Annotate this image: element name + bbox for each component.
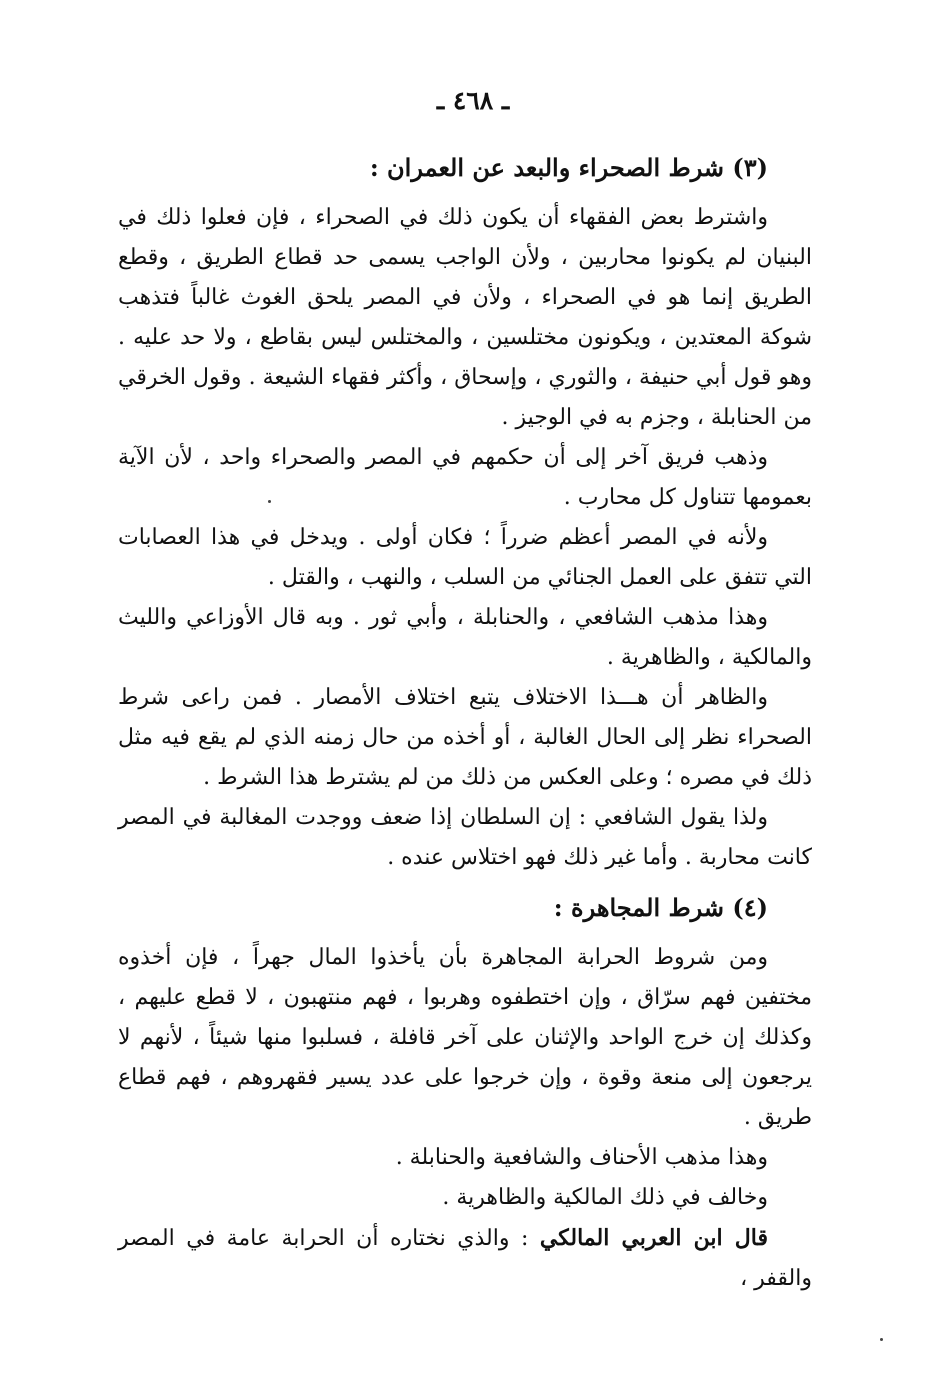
section-4-heading: (٤) شرط المجاهرة :	[553, 893, 768, 922]
section-3-paragraph-5: والظاهر أن هـــذا الاختلاف يتبع اختلاف الأمصار . فمن راعى شرط الصحراء نظر إلى الحال الغالبة ، أو أخذه من حال زمنه الذي لم يقع فيه مثل ذلك في مصره ؛ وعلى العكس من ذلك من لم يشترط هذا الشرط .	[118, 685, 812, 790]
section-4-paragraph-3: وخالف في ذلك المالكية والظاهرية .	[442, 1185, 768, 1210]
section-3-paragraph-3: ولأنه في المصر أعظم ضرراً ؛ فكان أولى . ويدخل في هذا العصابات التي تتفق على العمل الجنائي من السلب ، والنهب ، والقتل .	[118, 525, 812, 590]
page-body	[118, 146, 812, 1299]
quote-attribution: قال ابن العربي المالكي	[539, 1225, 768, 1251]
section-3-paragraph-2: وذهب فريق آخر إلى أن حكمهم في المصر والصحراء واحد ، لأن الآية بعمومها تتناول كل محارب .	[118, 445, 812, 510]
section-3-paragraph-4: وهذا مذهب الشافعي ، والحنابلة ، وأبي ثور . وبه قال الأوزاعي والليث والمالكية ، والظاهرية .	[118, 605, 812, 670]
section-3-paragraph-1: واشترط بعض الفقهاء أن يكون ذلك في الصحراء ، فإن فعلوا ذلك في البنيان لم يكونوا محاربين ، ولأن الواجب يسمى حد قطاع الطريق ، وقطع الطريق إنما هو في الصحراء ، ولأن في المصر يلحق الغوث غالباً فتذهب شوكة المعتدين ، ويكونون مختلسين ، والمختلس ليس بقاطع ، ولا حد عليه . وهو قول أبي حنيفة ، والثوري ، وإسحاق ، وأكثر فقهاء الشيعة . وقول الخرقي من الحنابلة ، وجزم به في الوجيز .	[118, 205, 812, 430]
section-3-heading: (٣) شرط الصحراء والبعد عن العمران :	[369, 153, 768, 182]
quote-text: : والذي نختاره أن الحرابة عامة في المصر والقفر ،	[118, 1226, 812, 1291]
section-4-paragraph-2: وهذا مذهب الأحناف والشافعية والحنابلة .	[395, 1145, 768, 1170]
page-number: ـ ٤٦٨ ـ	[436, 86, 510, 115]
section-4-paragraph-1: ومن شروط الحرابة المجاهرة بأن يأخذوا المال جهراً ، فإن أخذوه مختفين فهم سرّاق ، وإن اختطفوه وهربوا ، فهم منتهبون ، لا قطع عليهم ، وكذلك إن خرج الواحد والإثنان على آخر قافلة ، فسلبوا منها شيئاً ، لأنهم لا يرجعون إلى منعة وقوة ، وإن خرجوا على عدد يسير فقهروهم ، فهم قطاع طريق .	[118, 945, 812, 1130]
section-3-paragraph-6: ولذا يقول الشافعي : إن السلطان إذا ضعف ووجدت المغالبة في المصر كانت محاربة . وأما غير ذلك فهو اختلاس عنده .	[118, 805, 812, 870]
print-speck	[268, 500, 271, 503]
section-4-paragraph-4	[118, 1218, 812, 1299]
print-speck	[880, 1338, 883, 1341]
